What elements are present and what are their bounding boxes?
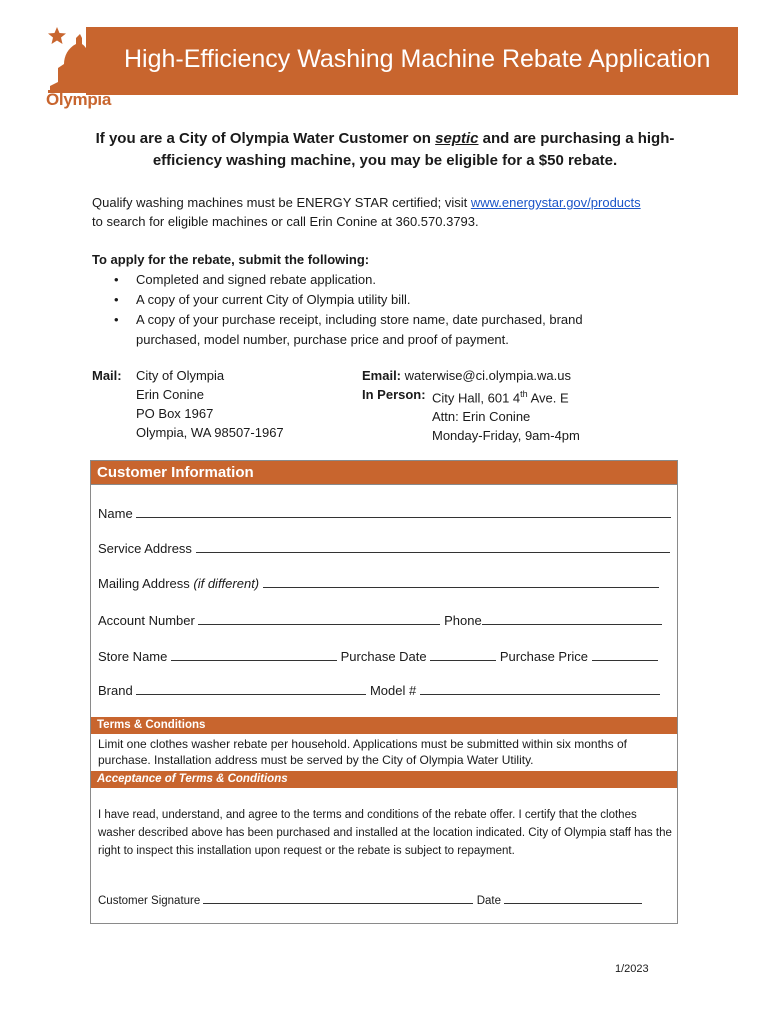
list-item: • A copy of your purchase receipt, including store name, date purchased, brand purchased, model number, purchase price and proof of payment. [110, 310, 630, 350]
qualify-paragraph [92, 193, 692, 231]
qualify-text1: Qualify washing machines must be ENERGY STAR certified; visit [92, 195, 471, 210]
signature-row [98, 893, 642, 907]
mailing-address-row [98, 575, 659, 591]
purchase-price-label: Purchase Price [499, 649, 589, 664]
model-field[interactable] [420, 682, 660, 695]
title-banner [86, 27, 738, 95]
customer-info-heading: Customer Information [91, 461, 677, 484]
apply-list [110, 270, 630, 350]
purchase-price-field[interactable] [592, 648, 658, 661]
mail-line: Olympia, WA 98507-1967 [136, 425, 284, 440]
mail-line: City of Olympia [136, 368, 225, 383]
terms-heading: Terms & Conditions [91, 717, 677, 734]
service-address-row [98, 540, 670, 556]
acceptance-text: I have read, understand, and agree to the terms and conditions of the rebate offer. I certify that the clothes washer described above has been purchased and installed at the location indicated. City of Olympia staff has the right to inspect this installation upon request or the rebate is subject to repayment. [98, 809, 672, 857]
mailing-address-note: (if different) [193, 576, 260, 591]
brand-field[interactable] [136, 682, 366, 695]
brand-model-row [98, 682, 660, 698]
store-name-label: Store Name [98, 649, 168, 664]
mailing-address-label: Mailing Address [98, 576, 194, 591]
eligibility-headline [92, 128, 678, 172]
in-person-line: Attn: Erin Conine [432, 409, 531, 425]
headline-part1: If you are a City of Olympia Water Customer on [95, 130, 436, 147]
in-person-label: In Person: [362, 387, 426, 402]
headline-part2: and are purchasing a high-efficiency washing machine, you may be eligible for a $50 rebate. [152, 130, 675, 169]
store-name-field[interactable] [171, 648, 337, 661]
headline-septic: septic [435, 130, 479, 147]
mail-address [136, 366, 284, 442]
apply-heading: To apply for the rebate, submit the following: [92, 252, 370, 267]
terms-text: Limit one clothes washer rebate per household. Applications must be submitted within six months of purchase. Installation address must be served by the City of Olympia Water Utility. [98, 737, 627, 767]
purchase-date-label: Purchase Date [340, 649, 427, 664]
form-version: 1/2023 [615, 963, 649, 975]
phone-label: Phone [444, 613, 482, 628]
energystar-link[interactable]: www.energystar.gov/products [470, 195, 641, 210]
purchase-row [98, 648, 658, 664]
email-value: waterwise@ci.olympia.wa.us [404, 368, 571, 383]
phone-field[interactable] [482, 612, 662, 625]
model-label: Model # [369, 683, 417, 698]
acceptance-heading-text: Acceptance of Terms & Conditions [97, 773, 288, 785]
service-address-label: Service Address [98, 541, 192, 556]
name-field[interactable] [136, 505, 671, 518]
logo-text: Olympia [46, 90, 111, 109]
in-person-line1: City Hall, 601 4 [432, 390, 521, 406]
signature-field[interactable] [203, 893, 473, 904]
account-number-field[interactable] [198, 612, 440, 625]
mail-line: Erin Conine [136, 387, 204, 402]
list-item: • Completed and signed rebate application. [110, 270, 630, 290]
brand-label: Brand [98, 683, 133, 698]
service-address-field[interactable] [196, 540, 670, 553]
name-label: Name [98, 506, 133, 521]
customer-form [90, 460, 678, 924]
in-person-line [432, 385, 580, 407]
purchase-date-field[interactable] [430, 648, 496, 661]
email-label: Email: [362, 368, 402, 383]
in-person-line1-post: Ave. E [527, 390, 569, 406]
list-item: • A copy of your current City of Olympia utility bill. [110, 290, 630, 310]
signature-label: Customer Signature [98, 895, 201, 907]
date-field[interactable] [504, 893, 642, 904]
name-row [98, 505, 671, 521]
account-phone-row [98, 612, 662, 628]
date-label: Date [476, 895, 501, 907]
account-number-label: Account Number [98, 613, 195, 628]
in-person-line: Monday-Friday, 9am-4pm [432, 428, 580, 444]
acceptance-heading [91, 771, 677, 788]
page-title: High-Efficiency Washing Machine Rebate Application [124, 45, 711, 73]
mailing-address-field[interactable] [263, 575, 659, 588]
mail-label: Mail: [92, 368, 122, 383]
mail-line: PO Box 1967 [136, 406, 214, 421]
in-person-address [432, 385, 580, 445]
email-row [362, 366, 571, 385]
qualify-text2: to search for eligible machines or call Erin Conine at 360.570.3793. [92, 214, 479, 229]
in-person-sup: th [520, 389, 528, 399]
